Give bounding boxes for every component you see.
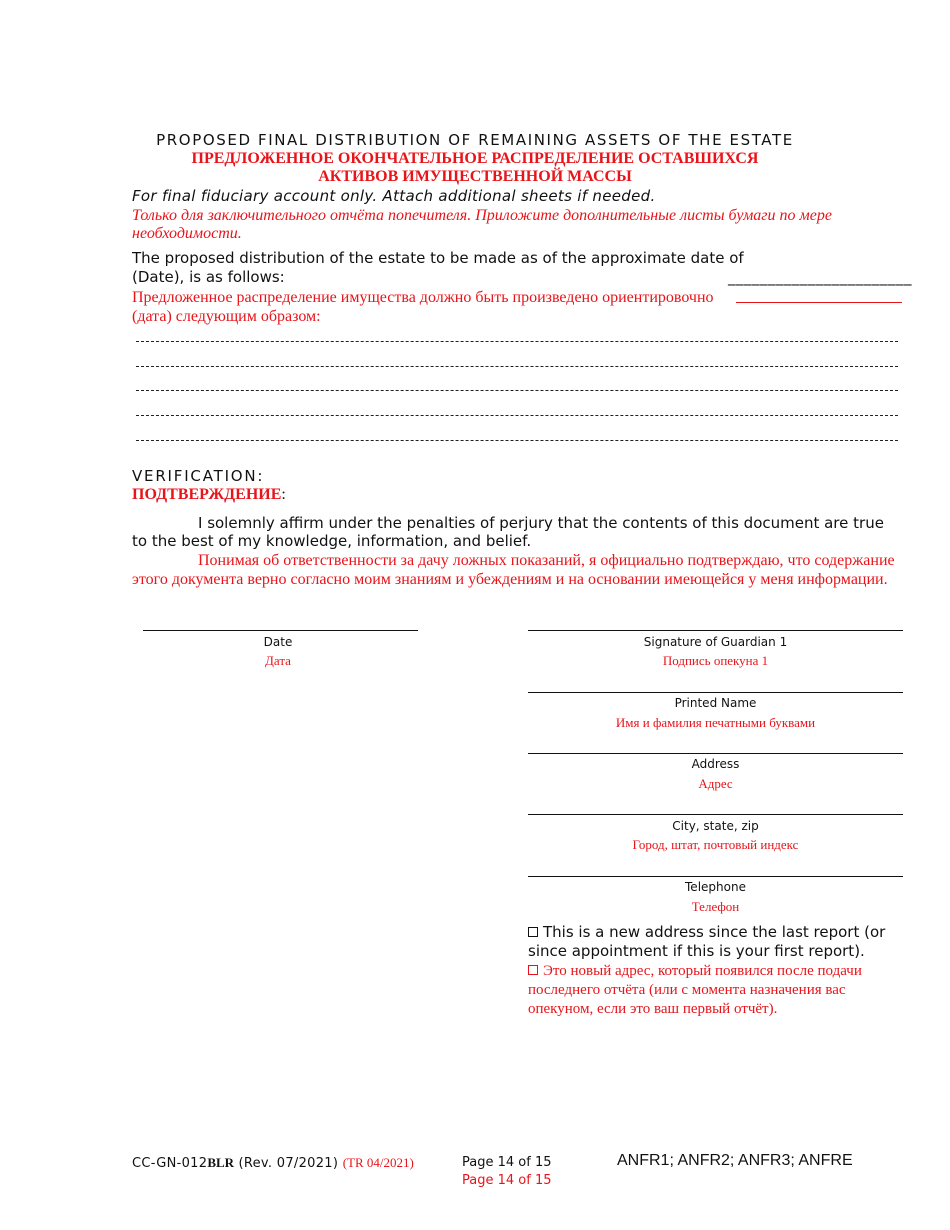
- date-signature-line[interactable]: [143, 630, 418, 631]
- form-translation-rev: (TR 04/2021): [342, 1155, 414, 1170]
- form-title-ru: ПРЕДЛОЖЕННОЕ ОКОНЧАТЕЛЬНОЕ РАСПРЕДЕЛЕНИЕ ОСТАВШИХСЯ АКТИВОВ ИМУЩЕСТВЕННОЙ МАССЫ: [191, 150, 759, 185]
- distribution-date-field-ru[interactable]: [736, 302, 902, 303]
- printed-name-label-en: Printed Name: [674, 696, 757, 710]
- form-codes: ANFR1; ANFR2; ANFR3; ANFRE: [617, 1152, 853, 1169]
- new-address-checkbox[interactable]: [528, 927, 538, 937]
- telephone-label-en: Telephone: [685, 880, 746, 894]
- city-state-zip-line[interactable]: [528, 814, 903, 815]
- form-suffix: BLR: [207, 1155, 235, 1170]
- form-revision: (Rev. 07/2021): [238, 1156, 339, 1171]
- distribution-entry-line-1[interactable]: [136, 341, 898, 342]
- distribution-text-en: [132, 249, 912, 287]
- verification-colon: :: [281, 486, 286, 503]
- distribution-sentence: The proposed distribution of the estate to be made as of the approximate date of: [132, 249, 744, 267]
- signature-label-en: Signature of Guardian 1: [643, 635, 788, 649]
- printed-name-label-ru: Имя и фамилия печатными буквами: [615, 715, 816, 730]
- distribution-entry-line-3[interactable]: [136, 390, 898, 391]
- address-label-en: Address: [691, 757, 740, 771]
- page-number-en: Page 14 of 15: [462, 1155, 552, 1170]
- date-label-ru: Дата: [265, 653, 291, 668]
- new-address-checkbox-ru[interactable]: [528, 965, 538, 975]
- guardian-signature-line[interactable]: [528, 630, 903, 631]
- distribution-entry-line-4[interactable]: [136, 415, 898, 416]
- form-title-en: PROPOSED FINAL DISTRIBUTION OF REMAINING ASSETS OF THE ESTATE: [156, 131, 794, 149]
- city-label-ru: Город, штат, почтовый индекс: [632, 837, 799, 852]
- footer-form-id: [132, 1155, 414, 1171]
- distribution-sentence-end: (Date), is as follows:: [132, 268, 285, 286]
- distribution-entry-line-5[interactable]: [136, 440, 898, 441]
- distribution-text-ru: [132, 288, 912, 326]
- city-label-en: City, state, zip: [672, 819, 759, 833]
- form-code: CC-GN-012: [132, 1156, 208, 1171]
- telephone-line[interactable]: [528, 876, 903, 877]
- instruction-ru: Только для заключительного отчёта попечителя. Приложите дополнительные листы бумаги по мере необходимости.: [132, 207, 832, 242]
- distribution-sentence-ru: Предложенное распределение имущества должно быть произведено ориентировочно: [132, 289, 714, 306]
- new-address-text-ru: Это новый адрес, который появился после подачи последнего отчёта (или с момента назначения вас опекуном, если это ваш первый отчёт).: [528, 963, 862, 1017]
- affirmation-en: I solemnly affirm under the penalties of perjury that the contents of this document are true to the best of my knowledge, information, and belief.: [132, 514, 884, 550]
- distribution-sentence-end-ru: (дата) следующим образом:: [132, 308, 321, 325]
- verification-heading-ru-text: ПОДТВЕРЖДЕНИЕ: [132, 486, 282, 503]
- page-number-ru: Page 14 of 15: [462, 1173, 552, 1188]
- printed-name-line[interactable]: [528, 692, 903, 693]
- distribution-date-field[interactable]: _______________________: [728, 268, 912, 286]
- signature-label-ru: Подпись опекуна 1: [662, 653, 769, 668]
- date-label-en: Date: [263, 635, 293, 649]
- instruction-en: For final fiduciary account only. Attach additional sheets if needed.: [132, 187, 656, 205]
- distribution-entry-line-2[interactable]: [136, 366, 898, 367]
- telephone-label-ru: Телефон: [691, 899, 740, 914]
- address-label-ru: Адрес: [698, 776, 733, 791]
- affirmation-ru: Понимая об ответственности за дачу ложных показаний, я официально подтверждаю, что содержание этого документа верно согласно моим знаниям и убеждениям и на основании имеющейся у меня информации.: [132, 552, 895, 588]
- address-line[interactable]: [528, 753, 903, 754]
- verification-heading-ru: [132, 486, 286, 504]
- new-address-option-ru: [528, 962, 908, 1019]
- verification-heading-en: VERIFICATION:: [132, 467, 265, 485]
- new-address-option-en: [528, 923, 908, 961]
- new-address-text-en: This is a new address since the last report (or since appointment if this is your first report).: [528, 923, 886, 960]
